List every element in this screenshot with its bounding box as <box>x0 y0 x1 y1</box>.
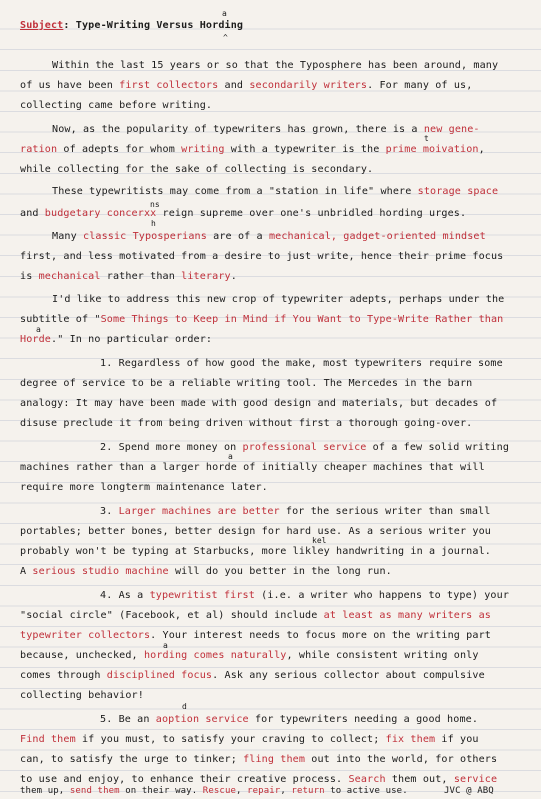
correction-hoarding: a <box>163 641 168 650</box>
item4-line6: collecting behavior! <box>20 690 144 701</box>
p4-line3: is mechanical rather than literary. <box>20 271 237 282</box>
item4-line3: typewriter collectors. Your interest needs to focus more on the writing part <box>20 630 491 641</box>
item5-line4: to use and enjoy, to enhance their creative process. Search them out, service <box>20 774 498 785</box>
correction-horde2: a <box>228 452 233 461</box>
item4-line1: 4. As a typewritist first (i.e. a writer who happens to type) your <box>100 590 510 601</box>
p3-line1: These typewritists may come from a "station in life" where storage space <box>52 186 499 197</box>
correction-subject: a <box>222 9 227 18</box>
item3-line1: 3. Larger machines are better for the serious writer than small <box>100 506 491 517</box>
item2-line3: require more longterm maintenance later. <box>20 482 268 493</box>
item1-line4: disuse preclude it from being driven without first a thorough going-over. <box>20 418 473 429</box>
correction-motivation: t <box>424 134 429 143</box>
item1-line3: analogy: It may have been made with good design and materials, but decades of <box>20 398 498 409</box>
p4-line1: Many classic Typosperians are of a mechanical, gadget-oriented mindset <box>52 231 486 242</box>
p2-line3: while collecting for the sake of collecting is secondary. <box>20 164 374 175</box>
correction-adoption: d <box>182 702 187 711</box>
item3-line4: A serious studio machine will do you better in the long run. <box>20 566 392 577</box>
signature: JVC @ ABQ <box>444 786 494 796</box>
subject-text: : Type-Writing Versus Hording <box>63 20 244 31</box>
p3-line2: and budgetary concerxx reign supreme over one's unbridled hording urges. <box>20 208 467 219</box>
item2-line2: machines rather than a larger horde of initially cheaper machines that will <box>20 462 485 473</box>
item2-line1: 2. Spend more money on professional service of a few solid writing <box>100 442 510 453</box>
subject-line <box>20 20 243 32</box>
item3-line2: portables; better bones, better design for hard use. As a serious writer you <box>20 526 491 537</box>
correction-typosphere: h <box>151 219 156 228</box>
p1-line1: Within the last 15 years or so that the Typosphere has been around, many <box>52 60 499 71</box>
item4-line2: "social circle" (Facebook, et al) should include at least as many writers as <box>20 610 491 621</box>
p5-line2: subtitle of "Some Things to Keep in Mind if You Want to Type-Write Rather than <box>20 314 504 325</box>
item1-line1: 1. Regardless of how good the make, most typewriters require some <box>100 358 503 369</box>
item4-line5: comes through disciplined focus. Ask any serious collector about compulsive <box>20 670 485 681</box>
item3-line3: probably won't be typing at Starbucks, more likley handwriting in a journal. <box>20 546 491 557</box>
item4-line4: because, unchecked, hording comes naturally, while consistent writing only <box>20 650 479 661</box>
correction-horde: a <box>36 325 41 334</box>
item5-line5: them up, send them on their way. Rescue, repair, return to active use. <box>20 786 408 796</box>
p2-line1: Now, as the popularity of typewriters has grown, there is a new gene- <box>52 124 480 135</box>
p2-line2: ration of adepts for whom writing with a typewriter is the prime moivation, <box>20 144 485 155</box>
p4-line2: first, and less motivated from a desire to just write, hence their prime focus <box>20 251 504 262</box>
p1-line3: collecting came before writing. <box>20 100 213 111</box>
p1-line2: of us have been first collectors and secondarily writers. For many of us, <box>20 80 473 91</box>
p5-line3: Horde." In no particular order: <box>20 334 213 345</box>
caret-mark: ^ <box>223 33 228 42</box>
p5-line1: I'd like to address this new crop of typewriter adepts, perhaps under the <box>52 294 505 305</box>
item1-line2: degree of service to be a reliable writing tool. The Mercedes in the barn <box>20 378 473 389</box>
item5-line1: 5. Be an aoption service for typewriters needing a good home. <box>100 714 479 725</box>
correction-concerns: ns <box>150 200 160 209</box>
item5-line2: Find them if you must, to satisfy your craving to collect; fix them if you <box>20 734 479 745</box>
correction-likely: kel <box>312 536 327 545</box>
item5-line3: can, to satisfy the urge to tinker; fling them out into the world, for others <box>20 754 498 765</box>
subject-label: Subject <box>20 20 64 31</box>
